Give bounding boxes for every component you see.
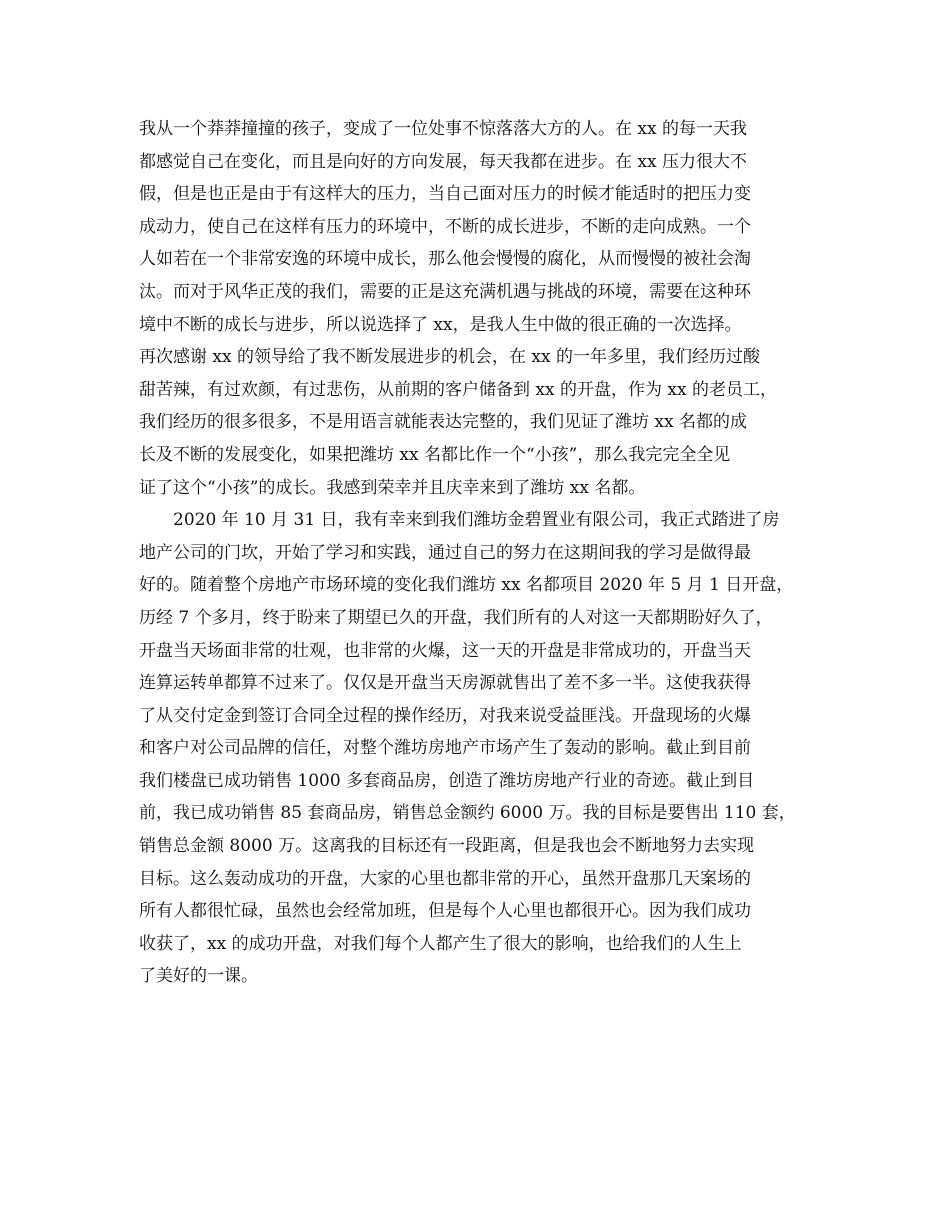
- text-line: 境中不断的成长与进步，所以说选择了 xx，是我人生中做的很正确的一次选择。: [139, 314, 742, 335]
- text-line: 连算运转单都算不过来了。仅仅是开盘当天房源就售出了差不多一半。这使我获得: [139, 673, 751, 694]
- text-line: 证了这个“小孩”的成长。我感到荣幸并且庆幸来到了潍坊 xx 名都。: [139, 477, 646, 498]
- text-line: 2020 年 10 月 31 日，我有幸来到我们潍坊金碧置业有限公司，我正式踏进了房: [173, 510, 780, 531]
- text-line: 我从一个莽莽撞撞的孩子，变成了一位处事不惊落落大方的人。在 xx 的每一天我: [139, 119, 747, 139]
- text-line: 了从交付定金到签订合同全过程的操作经历，对我来说受益匪浅。开盘现场的火爆: [139, 705, 751, 726]
- text-line: 销售总金额 8000 万。这离我的目标还有一段距离，但是我也会不断地努力去实现: [139, 836, 755, 857]
- text-line: 我们经历的很多很多，不是用语言就能表达完整的，我们见证了潍坊 xx 名都的成: [139, 412, 747, 433]
- text-line: 再次感谢 xx 的领导给了我不断发展进步的机会，在 xx 的一年多里，我们经历过酸: [139, 347, 760, 368]
- document-body: [139, 113, 819, 993]
- text-line: 人如若在一个非常安逸的环境中成长，那么他会慢慢的腐化，从而慢慢的被社会淘: [139, 249, 751, 270]
- text-line: 成动力，使自己在这样有压力的环境中，不断的成长进步，不断的走向成熟。一个: [139, 216, 751, 237]
- text-line: 目标。这么轰动成功的开盘，大家的心里也都非常的开心，虽然开盘那几天案场的: [139, 868, 751, 889]
- text-line: 甜苦辣，有过欢颜，有过悲伤，从前期的客户储备到 xx 的开盘，作为 xx 的老员工，: [139, 379, 777, 400]
- text-line: 了美好的一课。: [139, 966, 258, 987]
- text-line: 我们楼盘已成功销售 1000 多套商品房，创造了潍坊房地产行业的奇迹。截止到目: [139, 770, 755, 791]
- paragraph-2: [139, 504, 819, 993]
- text-line: 收获了，xx 的成功开盘，对我们每个人都产生了很大的影响，也给我们的人生上: [139, 933, 742, 954]
- paragraph-1: [139, 113, 819, 504]
- text-line: 好的。随着整个房地产市场环境的变化我们潍坊 xx 名都项目 2020 年 5 月 1 日开盘，: [139, 575, 794, 596]
- text-line: 都感觉自己在变化，而且是向好的方向发展，每天我都在进步。在 xx 压力很大不: [139, 151, 747, 172]
- text-line: 汰。而对于风华正茂的我们，需要的正是这充满机遇与挑战的环境，需要在这种环: [139, 281, 751, 302]
- text-line: 长及不断的发展变化，如果把潍坊 xx 名都比作一个“小孩”，那么我完完全全见: [139, 444, 731, 465]
- text-line: 历经 7 个多月，终于盼来了期望已久的开盘，我们所有的人对这一天都期盼好久了，: [139, 607, 773, 628]
- text-line: 地产公司的门坎，开始了学习和实践，通过自己的努力在这期间我的学习是做得最: [139, 542, 751, 563]
- text-line: 和客户对公司品牌的信任，对整个潍坊房地产市场产生了轰动的影响。截止到目前: [139, 738, 751, 759]
- text-line: 前，我已成功销售 85 套商品房，销售总金额约 6000 万。我的目标是要售出 110 套，: [139, 803, 796, 824]
- text-line: 所有人都很忙碌，虽然也会经常加班，但是每个人心里也都很开心。因为我们成功: [139, 901, 751, 922]
- text-line: 假，但是也正是由于有这样大的压力，当自己面对压力的时候才能适时的把压力变: [139, 184, 751, 205]
- text-line: 开盘当天场面非常的壮观，也非常的火爆，这一天的开盘是非常成功的，开盘当天: [139, 640, 751, 661]
